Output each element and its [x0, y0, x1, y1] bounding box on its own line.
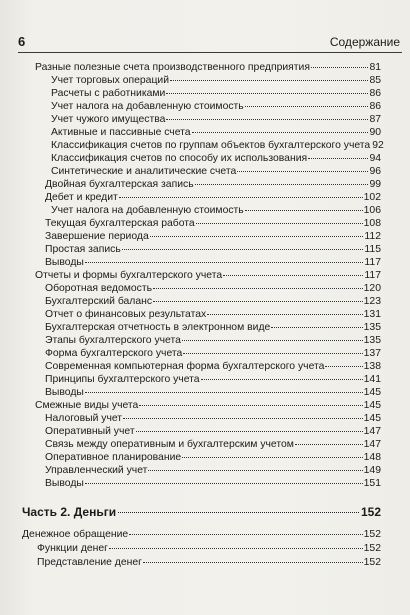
toc-entry: Расчеты с работниками 86 [51, 88, 381, 99]
toc-entry: Современная компьютерная форма бухгалтерского учета 138 [45, 361, 381, 372]
toc-entry: Смежные виды учета 145 [35, 400, 381, 411]
page-header [18, 34, 400, 52]
toc-entry: Классификация счетов по способу их использования 94 [51, 153, 381, 164]
toc-entry: Дебет и кредит 102 [45, 192, 381, 203]
toc-entry: Отчет о финансовых результатах 131 [45, 309, 381, 320]
toc-entry: Завершение периода 112 [45, 231, 381, 242]
toc-entry: Активные и пассивные счета 90 [51, 127, 381, 138]
toc-entry: Денежное обращение 152 [22, 529, 381, 540]
toc-entry: Оперативное планирование 148 [45, 452, 381, 463]
toc-entry: Принципы бухгалтерского учета 141 [45, 374, 381, 385]
toc-part-heading: Часть 2. Деньги 152 [22, 505, 381, 519]
toc-entry: Разные полезные счета производственного предприятия 81 [35, 62, 381, 73]
header-rule [18, 52, 402, 53]
toc-entry: Классификация счетов по группам объектов бухгалтерского учета 92 [51, 140, 384, 151]
toc-entry: Оперативный учет 147 [45, 426, 381, 437]
toc-entry: Оборотная ведомость 120 [45, 283, 381, 294]
toc-entry: Этапы бухгалтерского учета 135 [45, 335, 381, 346]
toc-entry: Текущая бухгалтерская работа 108 [45, 218, 381, 229]
running-title: Содержание [329, 35, 400, 49]
toc-entry: Выводы 117 [45, 257, 381, 268]
toc-entry: Простая запись 115 [45, 244, 381, 255]
toc-entry: Учет налога на добавленную стоимость 106 [51, 205, 381, 216]
toc-entry: Выводы 151 [45, 478, 381, 489]
toc-entry: Бухгалтерский баланс 123 [45, 296, 381, 307]
page-number: 6 [18, 34, 26, 49]
toc-entry: Налоговый учет 145 [45, 413, 381, 424]
toc-entry: Бухгалтерская отчетность в электронном виде 135 [45, 322, 381, 333]
toc-entry: Синтетические и аналитические счета 96 [51, 166, 381, 177]
toc-entry: Выводы 145 [45, 387, 381, 398]
toc-entry: Связь между оперативным и бухгалтерским учетом 147 [45, 439, 381, 450]
toc-entry: Учет торговых операций 85 [51, 75, 381, 86]
toc-entry: Учет налога на добавленную стоимость 86 [51, 101, 381, 112]
toc-entry: Отчеты и формы бухгалтерского учета 117 [35, 270, 381, 281]
toc-entry: Учет чужого имущества 87 [51, 114, 381, 125]
toc-entry: Форма бухгалтерского учета 137 [45, 348, 381, 359]
toc-entry: Представление денег 152 [37, 557, 381, 568]
toc-entry: Управленческий учет 149 [45, 465, 381, 476]
toc-entry: Двойная бухгалтерская запись 99 [45, 179, 381, 190]
toc-entry: Функции денег 152 [37, 543, 381, 554]
